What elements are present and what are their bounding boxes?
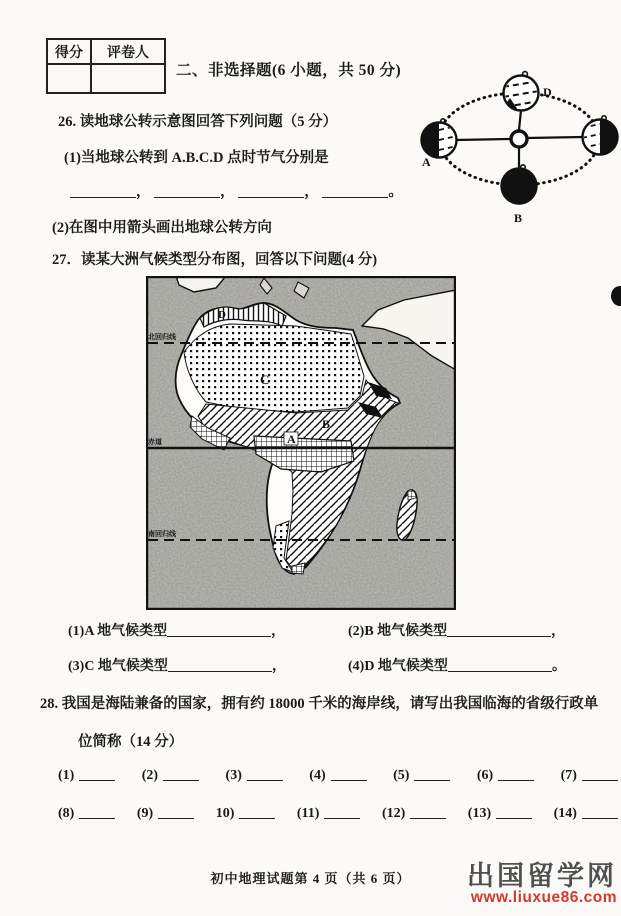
score-input-cell	[48, 65, 92, 92]
map-label-c: C	[260, 372, 270, 387]
q26-title: 26. 读地球公转示意图回答下列问题（5 分）	[58, 114, 338, 130]
q27-answer-1	[68, 620, 285, 640]
earth-position-d	[503, 72, 539, 111]
answer-label: (4)D 地气候类型	[348, 659, 448, 674]
q28-blank-item	[137, 804, 194, 822]
separator: ，	[136, 184, 151, 200]
blank-number: (5)	[393, 768, 410, 783]
blank-number: (7)	[560, 768, 577, 783]
blank-number: (6)	[476, 768, 494, 783]
africa-climate-map	[146, 276, 456, 610]
watermark-site-name: 出国留学网	[467, 861, 617, 891]
answer-blank	[322, 183, 388, 198]
score-label: 得分	[48, 40, 92, 65]
separator: ，	[304, 184, 319, 200]
blank-number: (8)	[58, 806, 75, 821]
answer-tail: ，	[271, 659, 286, 674]
answer-label: (2)B 地气候类型	[348, 624, 448, 639]
blank-number: (1)	[58, 768, 75, 783]
answer-tail: ，	[271, 624, 286, 639]
q28-title-line1: 28. 我国是海陆兼备的国家，拥有约 18000 千米的海岸线，请写出我国临海的省级行政单	[40, 696, 599, 712]
answer-blank	[498, 766, 534, 781]
section-title: 二、非选择题(6 小题，共 50 分)	[176, 62, 402, 79]
q26-blank-line	[70, 180, 403, 201]
earth-position-c	[582, 116, 618, 155]
blank-number: (14)	[553, 806, 577, 821]
axis-knob-icon	[602, 116, 606, 120]
blank-number: (4)	[309, 768, 326, 783]
orbit-label-d: D	[543, 85, 552, 99]
answer-blank	[410, 804, 446, 819]
earth-revolution-diagram	[406, 60, 621, 230]
q28-blank-item	[216, 804, 276, 822]
orbit-diagram-svg	[406, 60, 621, 230]
earth-position-b	[502, 165, 537, 204]
blank-number: (13)	[467, 806, 492, 821]
watermark-site-url: www.liuxue86.com	[470, 889, 617, 907]
answer-tail: 。	[551, 659, 566, 674]
answer-blank	[79, 766, 115, 781]
q26-part1: (1)当地球公转到 A.B.C.D 点时节气分别是	[64, 150, 329, 166]
map-label-a: A	[287, 432, 296, 446]
map-label-d: D	[218, 309, 226, 321]
axis-knob-icon	[521, 165, 525, 169]
q28-blank-item	[142, 766, 199, 784]
answer-blank	[239, 804, 275, 819]
q27-answer-4	[348, 655, 566, 675]
axis-knob-icon	[523, 72, 528, 77]
answer-blank	[70, 183, 136, 198]
q26-part2: (2)在图中用箭头画出地球公转方向	[52, 220, 272, 236]
q28-blank-item	[58, 766, 115, 784]
answer-blank	[582, 766, 618, 781]
equator-label: 赤道	[148, 438, 162, 446]
blank-number: (9)	[136, 806, 154, 821]
map-label-b: B	[322, 417, 331, 431]
q28-blank-row-1	[58, 766, 618, 784]
scan-artifact-blob	[611, 286, 621, 306]
footer-page-number: 初中地理试题第 4 页（共 6 页）	[210, 871, 411, 886]
orbit-label-a: A	[422, 155, 431, 169]
tropic-capricorn-label: 南回归线	[148, 530, 176, 538]
answer-blank	[247, 766, 283, 781]
answer-blank	[238, 183, 304, 198]
answer-blank	[447, 622, 551, 637]
answer-blank	[582, 804, 618, 819]
answer-blank	[414, 766, 450, 781]
tropic-cancer-label: 北回归线	[148, 333, 176, 341]
region-c-desert	[184, 324, 364, 412]
answer-label: (1)A 地气候类型	[68, 624, 168, 639]
q27-answer-3	[68, 655, 286, 675]
grader-label: 评卷人	[92, 40, 164, 65]
earth-position-a	[422, 119, 458, 158]
q28-blank-item	[382, 804, 446, 822]
blank-number: (3)	[225, 768, 242, 783]
blank-number: (12)	[381, 806, 406, 821]
orbit-label-b: B	[514, 211, 523, 225]
grader-input-cell	[92, 65, 164, 92]
answer-blank	[496, 804, 532, 819]
answer-blank	[167, 622, 271, 637]
answer-blank	[324, 804, 360, 819]
score-table	[46, 38, 166, 94]
answer-label: (3)C 地气候类型	[68, 659, 168, 674]
separator: 。	[388, 184, 403, 200]
axis-knob-icon	[441, 119, 445, 123]
q28-blank-item	[477, 766, 534, 784]
q28-blank-item	[309, 766, 366, 784]
q27-answer-2	[348, 620, 565, 640]
q28-blank-item	[393, 766, 450, 784]
q27-title: 27．读某大洲气候类型分布图，回答以下问题(4 分)	[52, 252, 378, 268]
answer-blank	[448, 657, 552, 672]
answer-tail: ，	[551, 624, 566, 639]
answer-blank	[163, 766, 199, 781]
answer-blank	[331, 766, 367, 781]
climate-map-svg	[146, 276, 456, 610]
q28-blank-item	[468, 804, 532, 822]
answer-blank	[79, 804, 115, 819]
q28-title-line2: 位简称（14 分）	[78, 734, 184, 750]
q28-blank-row-2	[58, 804, 618, 822]
q28-blank-item	[226, 766, 283, 784]
answer-blank	[158, 804, 194, 819]
site-watermark	[467, 862, 617, 907]
sun-icon	[511, 131, 527, 147]
q28-blank-item	[561, 766, 618, 784]
separator: ，	[220, 184, 235, 200]
q28-blank-item	[554, 804, 618, 822]
q28-blank-item	[297, 804, 361, 822]
blank-number: (2)	[141, 768, 159, 783]
answer-blank	[154, 183, 220, 198]
q28-blank-item	[58, 804, 115, 822]
blank-number: (11)	[296, 806, 320, 821]
answer-blank	[168, 657, 272, 672]
blank-number: 10)	[215, 806, 235, 821]
